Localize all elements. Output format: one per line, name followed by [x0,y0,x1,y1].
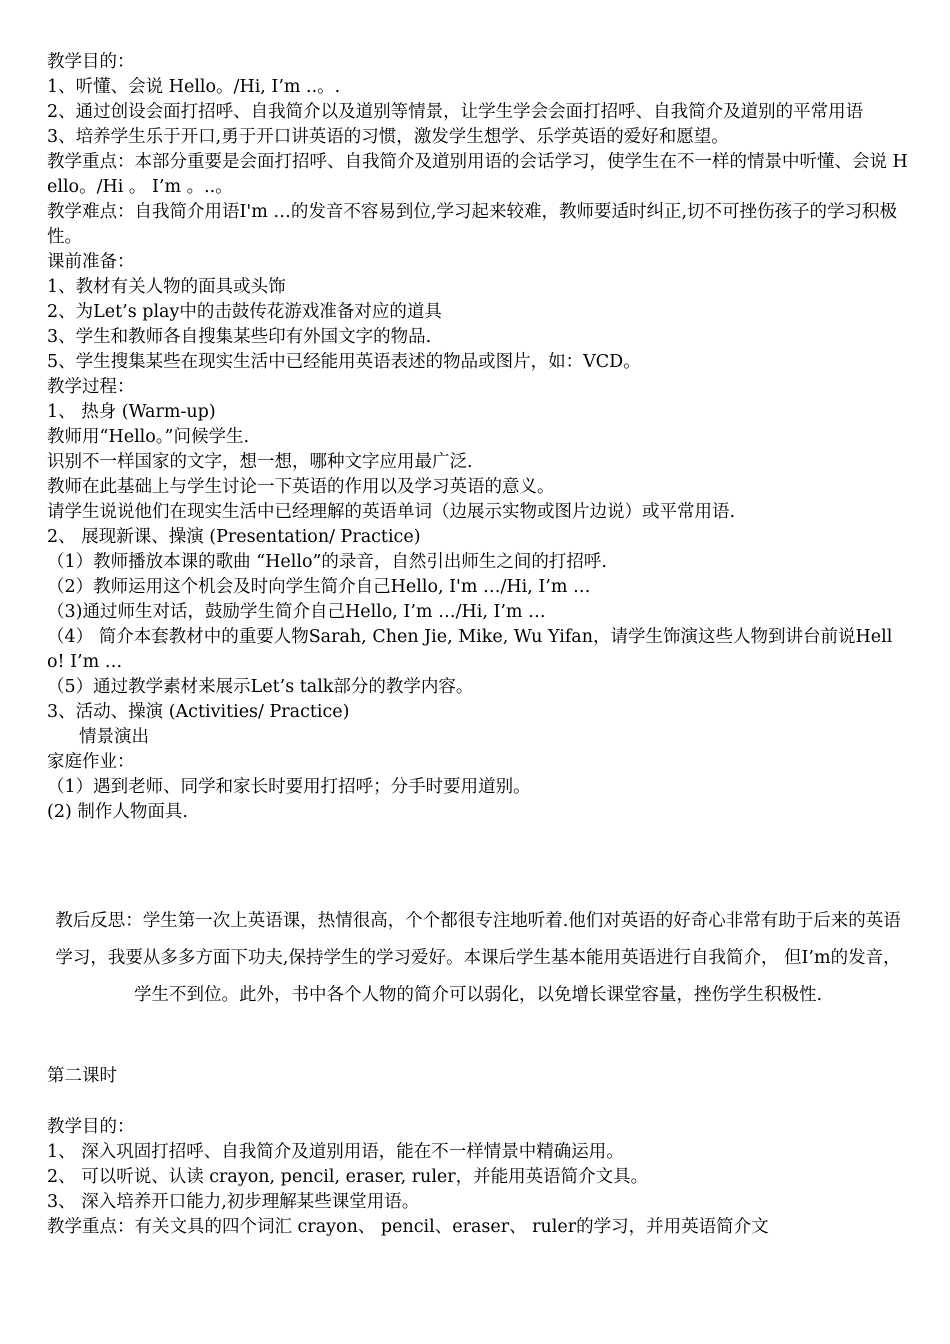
document-page [47,50,909,1240]
preparation-item-2: 2、为Let’s play中的击鼓传花游戏准备对应的道具 [47,302,442,322]
spacer [47,825,909,903]
presentation-step-4: （4） 简介本套教材中的重要人物Sarah, Chen Jie, Mike, Wu Yifan，请学生饰演这些人物到讲台前说Hello! I’m … [47,627,893,672]
lesson2-title: 第二课时 [47,1066,117,1086]
activities-heading: 3、活动、操演 (Activities/ Practice) [47,702,350,722]
activities-line: 情景演出 [79,727,149,747]
homework-item-1: （1）遇到老师、同学和家长时要用打招呼；分手时要用道别。 [47,777,531,797]
homework-heading: 家庭作业： [47,752,135,772]
homework-item-2: (2) 制作人物面具. [47,802,188,822]
spacer [47,1014,909,1064]
preparation-item-5: 5、学生搜集某些在现实生活中已经能用英语表述的物品或图片，如：VCD。 [47,352,641,372]
objectives-heading: 教学目的： [47,52,135,72]
preparation-item-3: 3、学生和教师各自搜集某些印有外国文字的物品. [47,327,432,347]
spacer [47,1089,909,1115]
preparation-item-1: 1、教材有关人物的面具或头饰 [47,277,286,297]
objective-3: 3、培养学生乐于开口,勇于开口讲英语的习惯，激发学生想学、乐学英语的爱好和愿望。 [47,127,729,147]
presentation-step-2: （2）教师运用这个机会及时向学生简介自己Hello, I'm …/Hi, I’m … [47,577,591,597]
warm-up-line-4: 请学生说说他们在现实生活中已经理解的英语单词（边展示实物或图片边说）或平常用语. [47,502,736,522]
warm-up-line-2: 识别不一样国家的文字，想一想，哪种文字应用最广泛. [47,452,473,472]
lesson2-objectives-heading: 教学目的： [47,1117,135,1137]
presentation-step-3: （3)通过师生对话，鼓励学生简介自己Hello, I’m …/Hi, I’m … [47,602,546,622]
key-points: 教学重点：本部分重要是会面打招呼、自我简介及道别用语的会话学习，使学生在不一样的情景中听懂、会说 Hello。/Hi 。 I’m 。..。 [47,152,908,197]
lesson2-objective-1: 1、 深入巩固打招呼、自我简介及道别用语，能在不一样情景中精确运用。 [47,1142,624,1162]
presentation-step-5: （5）通过教学素材来展示Let’s talk部分的教学内容。 [47,677,474,697]
warm-up-heading: 1、 热身 (Warm-up) [47,402,216,422]
process-heading: 教学过程： [47,377,135,397]
preparation-heading: 课前准备： [47,252,135,272]
presentation-heading: 2、 展现新课、操演 (Presentation/ Practice) [47,527,421,547]
presentation-step-1: （1）教师播放本课的歌曲 “Hello”的录音，自然引出师生之间的打招呼. [47,552,607,572]
lesson2-objective-3: 3、 深入培养开口能力,初步理解某些课堂用语。 [47,1192,420,1212]
lesson2-key-points: 教学重点：有关文具的四个词汇 crayon、 pencil、eraser、 ruler的学习，并用英语简介文 [47,1217,769,1237]
teaching-reflection: 教后反思：学生第一次上英语课，热情很高，个个都很专注地听着.他们对英语的好奇心非常有助于后来的英语学习，我要从多多方面下功夫,保持学生的学习爱好。本课后学生基本能用英语进行自我简介， 但I’m的发音，学生不到位。此外，书中各个人物的简介可以弱化，以免增长课堂容量，挫伤学生积极性. [55,911,901,1005]
objective-2: 2、通过创设会面打招呼、自我简介以及道别等情景，让学生学会会面打招呼、自我简介及道别的平常用语 [47,102,864,122]
warm-up-line-1: 教师用“Hello。”问候学生. [47,427,250,447]
lesson2-objective-2: 2、 可以听说、认读 crayon, pencil, eraser, ruler，并能用英语简介文具。 [47,1167,649,1187]
warm-up-line-3: 教师在此基础上与学生讨论一下英语的作用以及学习英语的意义。 [47,477,555,497]
difficult-points: 教学难点：自我简介用语I'm …的发音不容易到位,学习起来较难，教师要适时纠正,切不可挫伤孩子的学习积极性。 [47,202,898,247]
objective-1: 1、听懂、会说 Hello。/Hi, I’m ..。. [47,77,341,97]
